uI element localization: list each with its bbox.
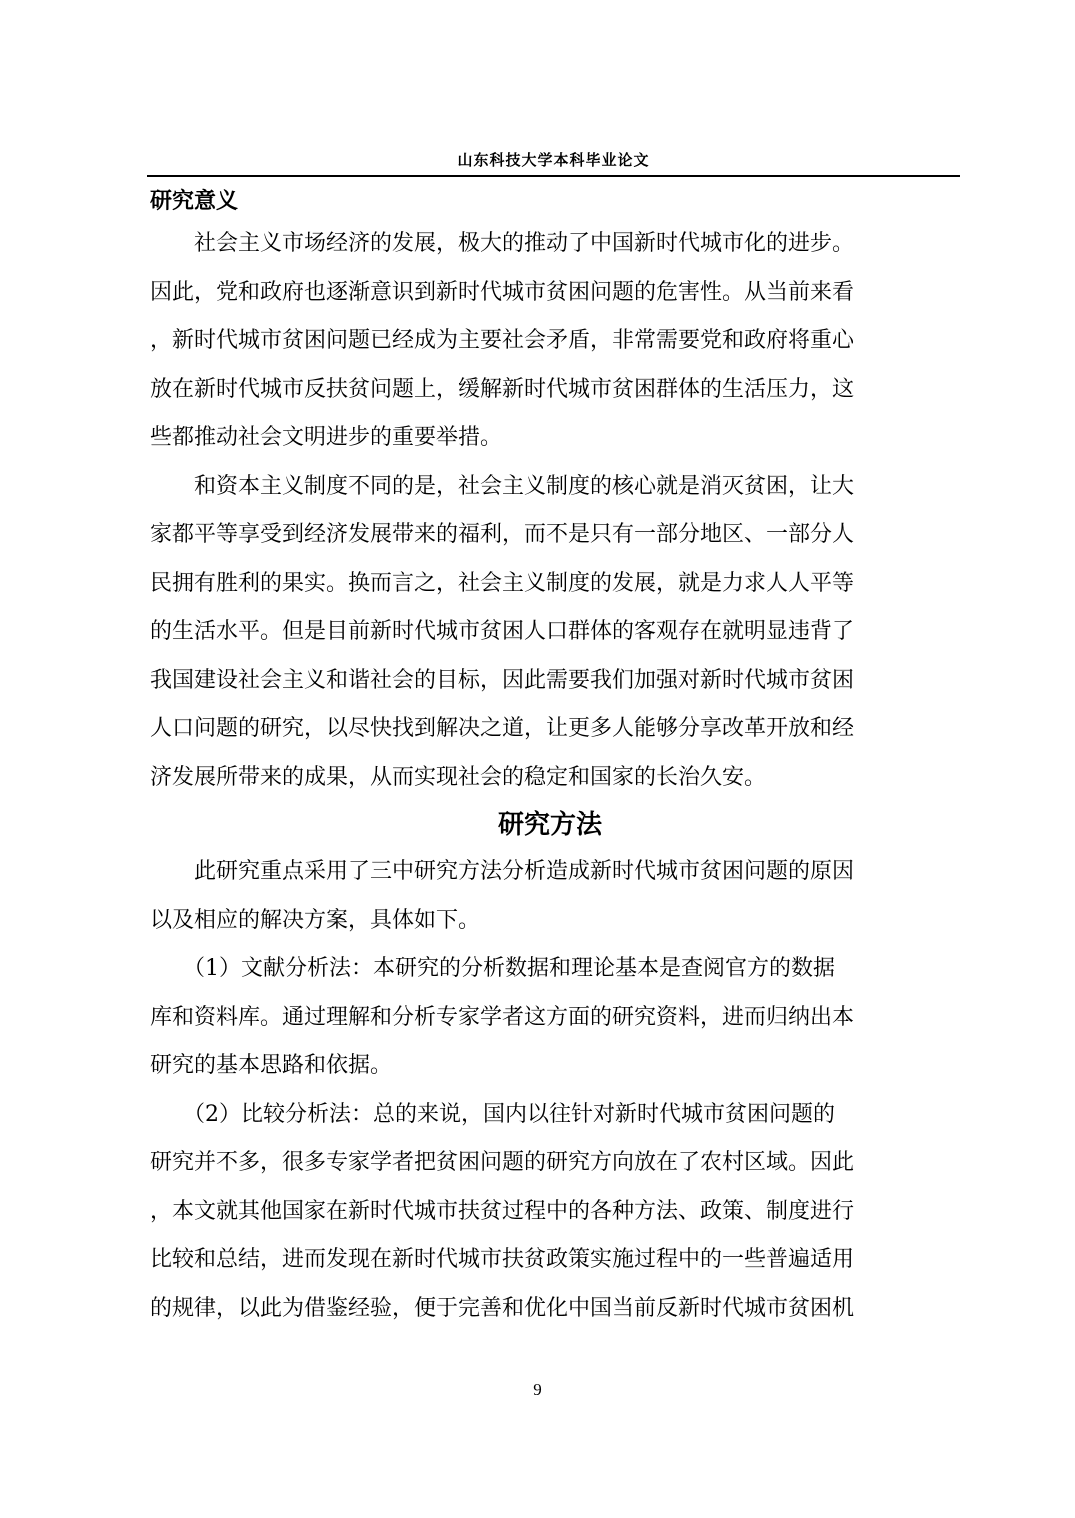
text-line: 研究并不多，很多专家学者把贫困问题的研究方向放在了农村区域。因此 bbox=[150, 1150, 855, 1175]
text-line: 研究的基本思路和依据。 bbox=[150, 1053, 393, 1078]
page-number: 9 bbox=[533, 1380, 542, 1399]
text-line: 库和资料库。通过理解和分析专家学者这方面的研究资料，进而归纳出本 bbox=[150, 1004, 855, 1030]
text-line: 我国建设社会主义和谐社会的目标，因此需要我们加强对新时代城市贫困 bbox=[150, 667, 855, 693]
text-line: 民拥有胜利的果实。换而言之，社会主义制度的发展，就是力求人人平等 bbox=[150, 570, 855, 596]
text-line: 人口问题的研究，以尽快找到解决之道，让更多人能够分享改革开放和经 bbox=[150, 716, 855, 741]
text-line: 比较和总结，进而发现在新时代城市扶贫政策实施过程中的一些普遍适用 bbox=[150, 1247, 855, 1272]
text-line: 些都推动社会文明进步的重要举措。 bbox=[150, 425, 503, 450]
text-line: ，本文就其他国家在新时代城市扶贫过程中的各种方法、政策、制度进行 bbox=[150, 1198, 855, 1224]
text-line: 放在新时代城市反扶贫问题上，缓解新时代城市贫困群体的生活压力，这 bbox=[150, 376, 855, 402]
text-line: 此研究重点采用了三中研究方法分析造成新时代城市贫困问题的原因 bbox=[150, 859, 855, 884]
text-line: 的生活水平。但是目前新时代城市贫困人口群体的客观存在就明显违背了 bbox=[150, 619, 855, 644]
text-line: 济发展所带来的成果，从而实现社会的稳定和国家的长治久安。 bbox=[150, 764, 767, 790]
text-line: 的规律，以此为借鉴经验，便于完善和优化中国当前反新时代城市贫困机 bbox=[150, 1295, 855, 1321]
section-research-methods bbox=[150, 848, 950, 1333]
text-line: 和资本主义制度不同的是，社会主义制度的核心就是消灭贫困，让大 bbox=[150, 473, 855, 499]
text-line: 因此，党和政府也逐渐意识到新时代城市贫困问题的危害性。从当前来看 bbox=[150, 279, 855, 305]
text-line: 以及相应的解决方案，具体如下。 bbox=[150, 907, 481, 933]
text-line: ，新时代城市贫困问题已经成为主要社会矛盾，非常需要党和政府将重心 bbox=[150, 328, 855, 353]
section-research-significance bbox=[150, 220, 950, 802]
page-body bbox=[150, 184, 950, 1333]
text-line: （2）比较分析法：总的来说，国内以往针对新时代城市贫困问题的 bbox=[150, 1101, 835, 1127]
section-heading-research-methods: 研究方法 bbox=[497, 810, 602, 840]
section-heading-research-significance: 研究意义 bbox=[150, 189, 239, 214]
text-line: 家都平等享受到经济发展带来的福利，而不是只有一部分地区、一部分人 bbox=[150, 522, 855, 547]
running-header: 山东科技大学本科毕业论文 bbox=[457, 151, 650, 169]
text-line: 社会主义市场经济的发展，极大的推动了中国新时代城市化的进步。 bbox=[150, 231, 855, 256]
header-rule bbox=[147, 175, 960, 177]
text-line: （1）文献分析法：本研究的分析数据和理论基本是查阅官方的数据 bbox=[150, 956, 835, 981]
